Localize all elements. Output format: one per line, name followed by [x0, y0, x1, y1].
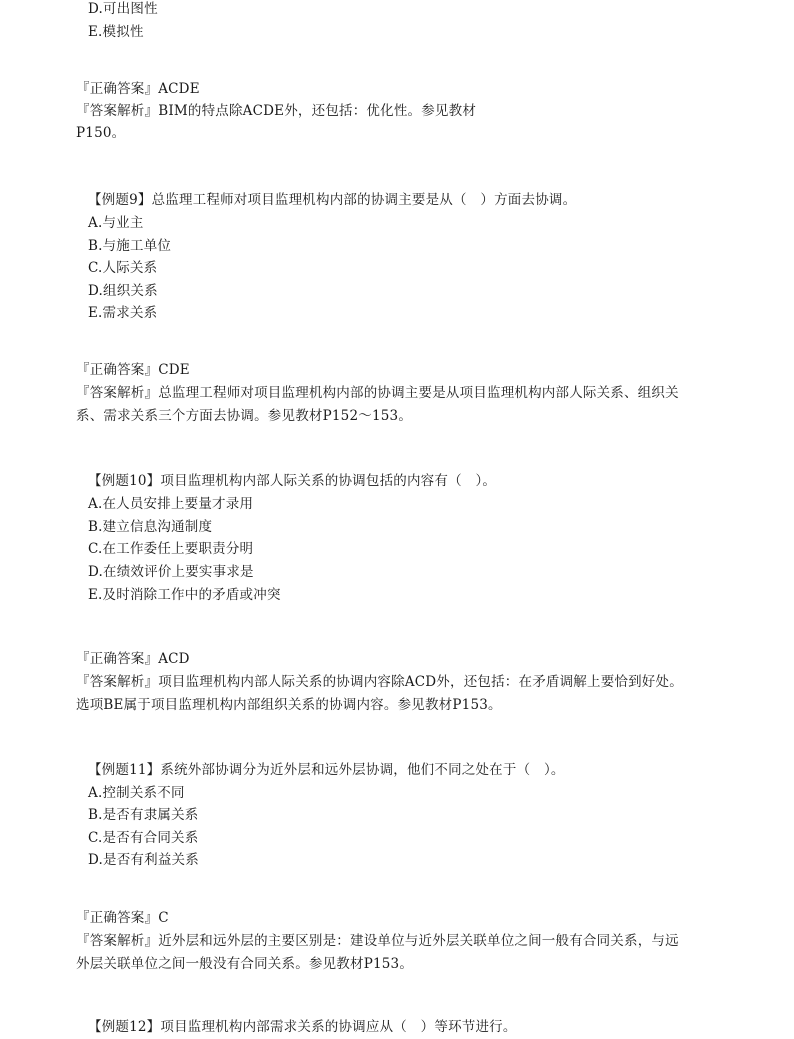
q10-option-a: A.在人员安排上要量才录用 [88, 496, 254, 512]
q9-analysis: 『答案解析』总监理工程师对项目监理机构内部的协调主要是从项目监理机构内部人际关系、组织关 [76, 385, 679, 401]
option-e: E.模拟性 [88, 24, 144, 40]
answer-analysis-cont: P150。 [76, 125, 126, 141]
q10-analysis-cont: 选项BE属于项目监理机构内部组织关系的协调内容。参见教材P153。 [76, 697, 502, 713]
question-11-stem: 【例题11】系统外部协调分为近外层和远外层协调，他们不同之处在于（ ）。 [88, 762, 565, 778]
q9-option-d: D.组织关系 [88, 283, 158, 299]
q10-option-b: B.建立信息沟通制度 [88, 519, 213, 535]
q10-option-e: E.及时消除工作中的矛盾或冲突 [88, 587, 281, 603]
q11-analysis: 『答案解析』近外层和远外层的主要区别是：建设单位与近外层关联单位之间一般有合同关系，与远 [76, 933, 679, 949]
q9-option-a: A.与业主 [88, 215, 144, 231]
correct-answer: 『正确答案』ACDE [76, 81, 200, 97]
option-d: D.可出图性 [88, 1, 158, 17]
q11-option-c: C.是否有合同关系 [88, 830, 199, 846]
q11-option-d: D.是否有利益关系 [88, 852, 199, 868]
question-9-stem: 【例题9】总监理工程师对项目监理机构内部的协调主要是从（ ）方面去协调。 [88, 192, 577, 208]
q11-option-b: B.是否有隶属关系 [88, 807, 199, 823]
question-10-stem: 【例题10】项目监理机构内部人际关系的协调包括的内容有（ ）。 [88, 473, 497, 489]
q10-option-c: C.在工作委任上要职责分明 [88, 541, 254, 557]
q9-analysis-cont: 系、需求关系三个方面去协调。参见教材P152～153。 [76, 408, 413, 424]
q11-analysis-cont: 外层关联单位之间一般没有合同关系。参见教材P153。 [76, 956, 414, 972]
question-12-stem: 【例题12】项目监理机构内部需求关系的协调应从（ ）等环节进行。 [88, 1019, 517, 1035]
q10-correct-answer: 『正确答案』ACD [76, 651, 190, 667]
q9-correct-answer: 『正确答案』CDE [76, 362, 190, 378]
q10-option-d: D.在绩效评价上要实事求是 [88, 564, 254, 580]
answer-analysis: 『答案解析』BIM的特点除ACDE外，还包括：优化性。参见教材 [76, 103, 477, 119]
q10-analysis: 『答案解析』项目监理机构内部人际关系的协调内容除ACD外，还包括：在矛盾调解上要恰到好处。 [76, 674, 683, 690]
q9-option-c: C.人际关系 [88, 260, 158, 276]
q9-option-b: B.与施工单位 [88, 238, 172, 254]
q9-option-e: E.需求关系 [88, 305, 158, 321]
q11-correct-answer: 『正确答案』C [76, 910, 169, 926]
q11-option-a: A.控制关系不同 [88, 785, 185, 801]
